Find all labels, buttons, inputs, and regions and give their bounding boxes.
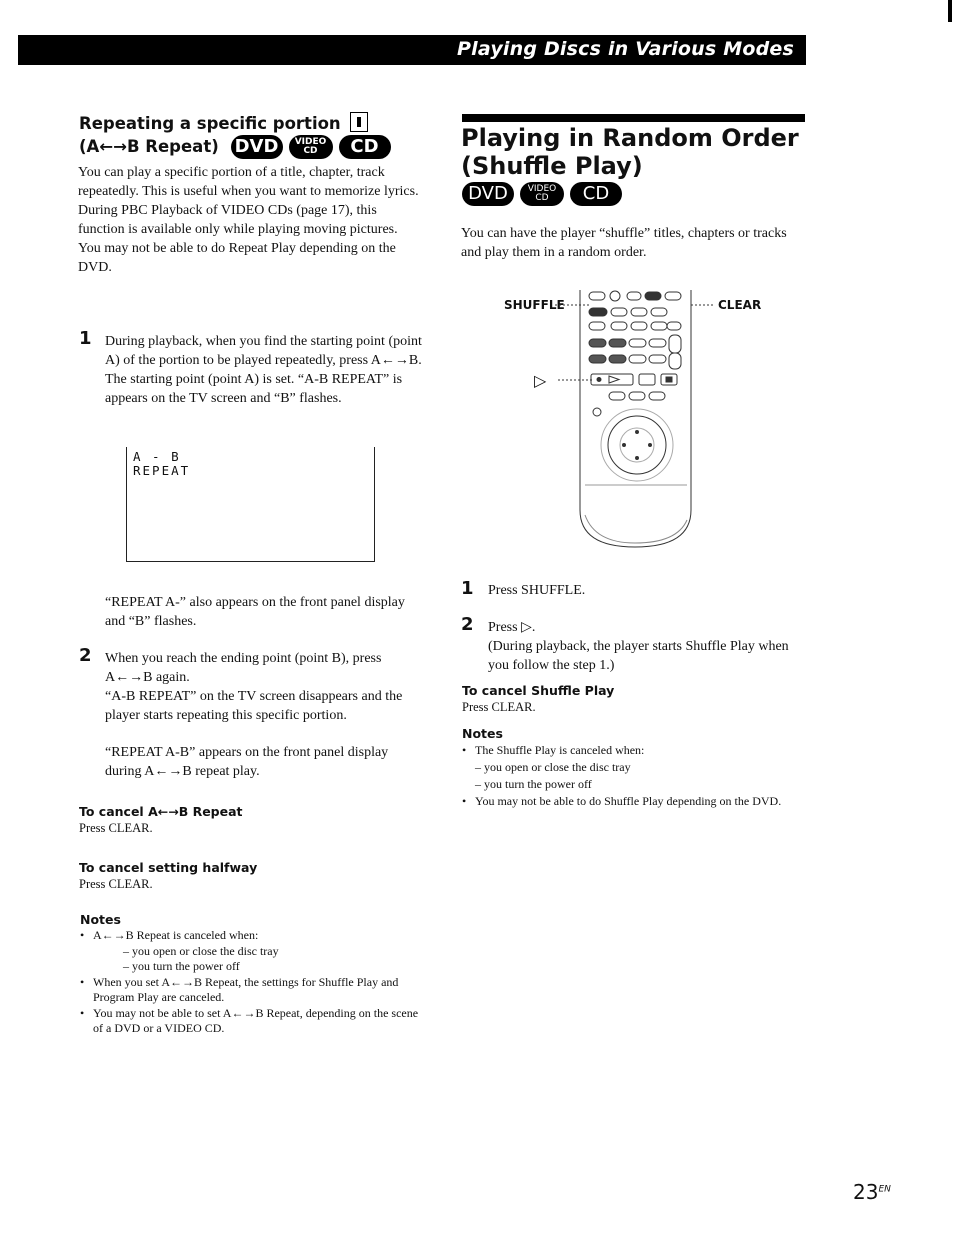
right-heading-line1: Playing in Random Order bbox=[461, 124, 799, 152]
intro-paragraph-1: You can play a specific portion of a title, chapter, track repeatedly. This is useful when you want to memorize lyrics. bbox=[78, 165, 419, 199]
cd-badge: CD bbox=[570, 182, 622, 206]
right-cancel-text: Press CLEAR. bbox=[462, 700, 536, 714]
section-banner bbox=[18, 35, 806, 65]
left-step2-number: 2 bbox=[79, 645, 92, 666]
repeat-icon bbox=[350, 112, 368, 132]
left-note-3: • You may not be able to set A←→B Repeat, depending on the scene of a DVD or a VIDEO CD. bbox=[80, 1006, 425, 1037]
video-cd-badge: VIDEO CD bbox=[289, 135, 333, 159]
right-heading-line2: (Shuffle Play) bbox=[461, 152, 643, 180]
left-note-1-sub-1: – you open or close the disc tray bbox=[123, 943, 279, 958]
right-note-2: • You may not be able to do Shuffle Play depending on the DVD. bbox=[462, 793, 797, 810]
left-step1-number: 1 bbox=[79, 328, 92, 349]
left-notes bbox=[80, 911, 425, 1037]
shuffle-label: SHUFFLE bbox=[504, 298, 565, 312]
remote-control-illustration bbox=[525, 285, 715, 555]
right-notes-heading: Notes bbox=[462, 726, 503, 741]
dvd-badge: DVD bbox=[462, 182, 514, 206]
left-intro bbox=[78, 163, 423, 277]
left-step2-result: “A-B REPEAT” on the TV screen disappears and the player starts repeating this specific portion. bbox=[105, 689, 403, 723]
left-note-1-sub-2: – you turn the power off bbox=[123, 959, 240, 973]
clear-label: CLEAR bbox=[718, 298, 762, 312]
left-step1-text: During playback, when you find the starting point (point A) of the portion to be played repeatedly, press A←→B. bbox=[105, 334, 422, 368]
video-cd-badge: VIDEO CD bbox=[520, 182, 564, 206]
right-step2 bbox=[488, 618, 793, 675]
left-heading-line1: Repeating a specific portion bbox=[79, 114, 341, 133]
halfway-heading: To cancel setting halfway bbox=[79, 860, 258, 875]
banner-title: Playing Discs in Various Modes bbox=[457, 38, 794, 60]
page-suffix: EN bbox=[878, 1184, 891, 1195]
play-icon: ▷ bbox=[534, 373, 547, 390]
left-step1-result: The starting point (point A) is set. “A-B REPEAT” is appears on the TV screen and “B” flashes. bbox=[105, 372, 403, 406]
right-note-1: • The Shuffle Play is canceled when: – you open or close the disc tray – you turn the power off bbox=[462, 742, 797, 793]
screen-line-1: A - B bbox=[133, 449, 181, 464]
right-note-1-sub-2: – you turn the power off bbox=[475, 777, 592, 791]
right-notes bbox=[462, 725, 797, 810]
left-step2 bbox=[105, 649, 423, 781]
tv-screen-display bbox=[126, 447, 375, 562]
right-step2-result: (During playback, the player starts Shuffle Play when you follow the step 1.) bbox=[488, 639, 789, 673]
left-notes-heading: Notes bbox=[80, 912, 121, 927]
intro-paragraph-2: During PBC Playback of VIDEO CDs (page 17), this function is available only while playing moving pictures. bbox=[78, 203, 398, 237]
right-heading bbox=[461, 124, 806, 180]
right-step2-text: Press ▷. bbox=[488, 620, 536, 635]
left-note-1: • A←→B Repeat is canceled when: – you open or close the disc tray – you turn the power off bbox=[80, 928, 425, 975]
right-note-1-sub-1: – you open or close the disc tray bbox=[475, 760, 631, 774]
halfway-text: Press CLEAR. bbox=[79, 877, 153, 891]
right-step2-number: 2 bbox=[461, 614, 474, 635]
left-cancel-section bbox=[79, 803, 409, 837]
right-step1-number: 1 bbox=[461, 578, 474, 599]
left-step2-text: When you reach the ending point (point B), press A←→B again. bbox=[105, 651, 382, 685]
section-rule bbox=[462, 114, 805, 122]
left-after-screen: “REPEAT A-” also appears on the front panel display and “B” flashes. bbox=[105, 595, 405, 629]
intro-paragraph-3: You may not be able to do Repeat Play depending on the DVD. bbox=[78, 241, 396, 275]
left-cancel-text: Press CLEAR. bbox=[79, 821, 153, 835]
left-note-2: • When you set A←→B Repeat, the settings for Shuffle Play and Program Play are canceled. bbox=[80, 975, 425, 1006]
left-heading-line2: (A←→B Repeat) bbox=[79, 136, 219, 156]
left-heading bbox=[79, 112, 439, 159]
left-step2-result2: “REPEAT A-B” appears on the front panel display during A←→B repeat play. bbox=[105, 745, 389, 779]
right-cancel-section bbox=[462, 682, 792, 716]
page-edge-mark bbox=[948, 0, 952, 22]
left-cancel-heading: To cancel A←→B Repeat bbox=[79, 804, 243, 819]
right-badges bbox=[462, 182, 628, 206]
right-step1-text: Press SHUFFLE. bbox=[488, 583, 586, 598]
halfway-section bbox=[79, 859, 409, 893]
page-number: $23^{EN}$ bbox=[853, 1180, 891, 1204]
right-intro: You can have the player “shuffle” titles, chapters or tracks and play them in a random order. bbox=[461, 226, 787, 260]
dvd-badge: DVD bbox=[231, 135, 283, 159]
screen-line-2: REPEAT bbox=[133, 463, 191, 478]
right-cancel-heading: To cancel Shuffle Play bbox=[462, 683, 615, 698]
cd-badge: CD bbox=[339, 135, 391, 159]
left-step1 bbox=[105, 332, 423, 408]
